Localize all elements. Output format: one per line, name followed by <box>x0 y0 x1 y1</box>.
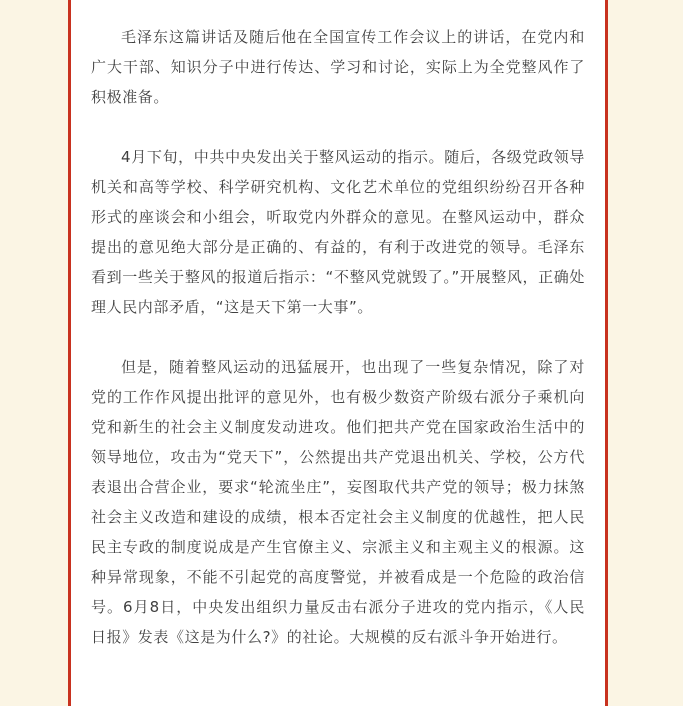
article-body <box>91 22 585 682</box>
article-paragraph-3: 但是，随着整风运动的迅猛展开，也出现了一些复杂情况，除了对党的工作作风提出批评的意见外，也有极少数资产阶级右派分子乘机向党和新生的社会主义制度发动进攻。他们把共产党在国家政治生活中的领导地位，攻击为“党天下”，公然提出共产党退出机关、学校，公方代表退出合营企业，要求“轮流坐庄”，妄图取代共产党的领导；极力抹煞社会主义改造和建设的成绩，根本否定社会主义制度的优越性，把人民民主专政的制度说成是产生官僚主义、宗派主义和主观主义的根源。这种异常现象，不能不引起党的高度警觉，并被看成是一个危险的政治信号。6月8日，中央发出组织力量反击右派分子进攻的党内指示，《人民日报》发表《这是为什么?》的社论。大规模的反右派斗争开始进行。 <box>91 358 585 646</box>
article-paragraph-2: 4月下旬，中共中央发出关于整风运动的指示。随后，各级党政领导机关和高等学校、科学研究机构、文化艺术单位的党组织纷纷召开各种形式的座谈会和小组会，听取党内外群众的意见。在整风运动中，群众提出的意见绝大部分是正确的、有益的，有利于改进党的领导。毛泽东看到一些关于整风的报道后指示：“不整风党就毁了。”开展整风，正确处理人民内部矛盾，“这是天下第一大事”。 <box>91 148 585 316</box>
article-card <box>68 0 608 706</box>
article-paragraph-1: 毛泽东这篇讲话及随后他在全国宣传工作会议上的讲话，在党内和广大干部、知识分子中进行传达、学习和讨论，实际上为全党整风作了积极准备。 <box>91 28 585 106</box>
